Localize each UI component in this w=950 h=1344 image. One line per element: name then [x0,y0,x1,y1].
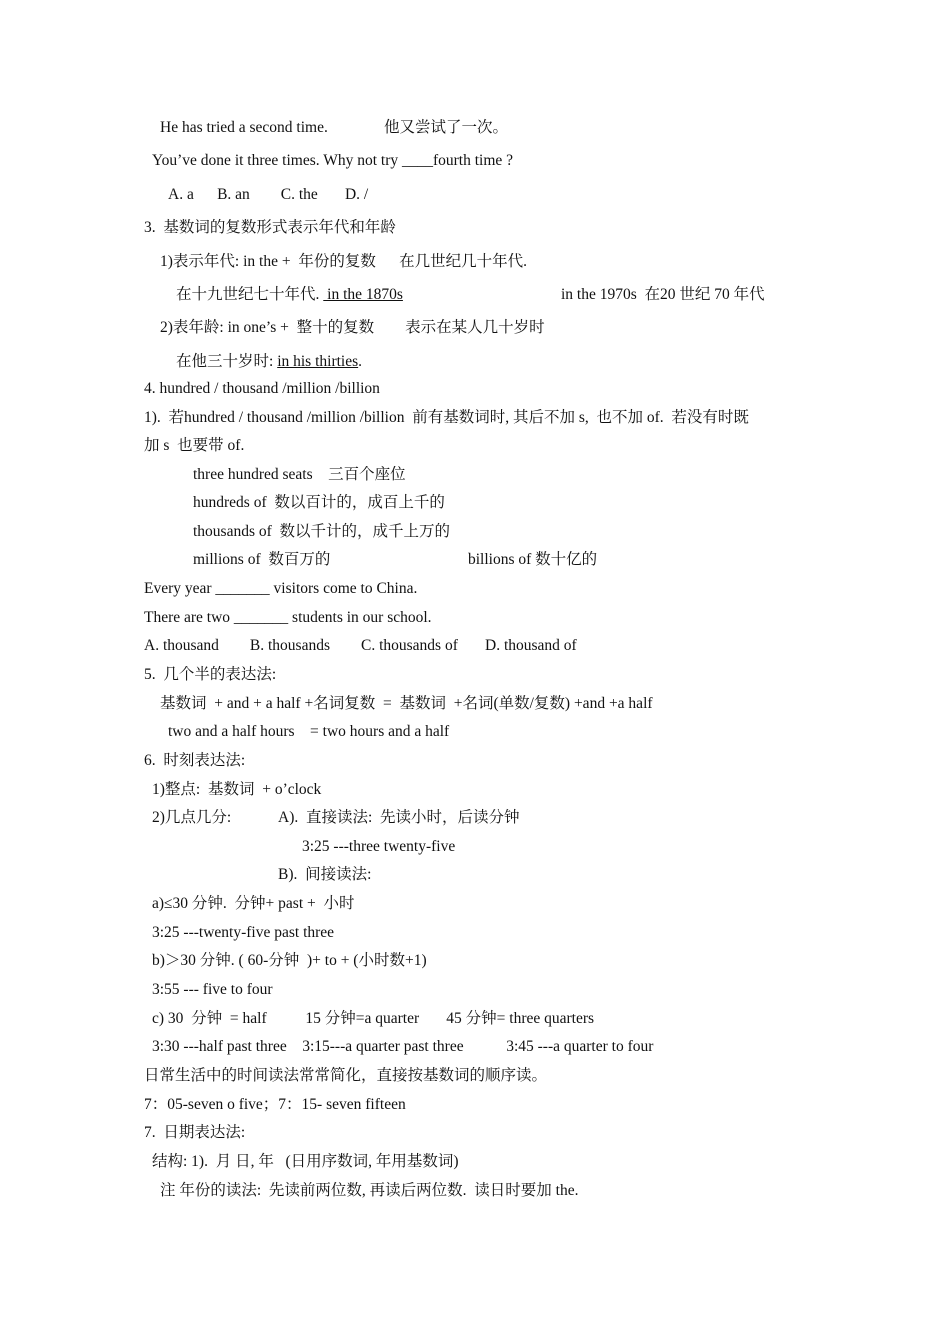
rule-half: 基数词 + and + a half +名词复数 = 基数词 +名词(单数/复数) +and +a half [160,695,653,712]
example-decades-line [176,285,403,305]
example-ages-period: . [358,353,363,370]
example-millions-of: millions of 数百万的 [193,551,331,568]
note-year-reading: 注 年份的读法: 先读前两位数, 再读后两位数. 读日时要加 the. [160,1182,579,1199]
rule-indirect-reading: B). 间接读法: [278,866,372,883]
exercise-students: There are two _______ students in our school. [144,609,432,626]
rule-to: b)＞30 分钟. ( 60-分钟 )+ to + (小时数+1) [152,952,427,969]
example-translation: 他又尝试了一次。 [384,119,509,136]
example-billions-of: billions of 数十亿的 [468,551,598,568]
rule-date-structure: 结构: 1). 月 日, 年 (日用序数词, 年用基数词) [152,1153,459,1170]
example-to: 3:55 --- five to four [152,981,273,998]
section-heading-5: 5. 几个半的表达法: [144,666,277,683]
example-past: 3:25 ---twenty-five past three [152,924,335,941]
example-hundred-seats: three hundred seats 三百个座位 [193,466,406,483]
example-half-quarter: 3:30 ---half past three 3:15---a quarter past three 3:45 ---a quarter to four [152,1038,654,1055]
section-heading-7: 7. 日期表达法: [144,1124,246,1141]
section-heading-4: 4. hundred / thousand /million /billion [144,380,380,397]
exercise-thousand-options: A. thousand B. thousands C. thousands of D. thousand of [144,637,577,654]
exercise-question: You’ve done it three times. Why not try ____fourth time ? [152,152,514,169]
example-decades-2: in the 1970s 在20 世纪 70 年代 [561,286,765,303]
example-ages-zh: 在他三十岁时: [176,353,278,370]
example-simplified: 7：05-seven o five；7：15- seven fifteen [144,1096,406,1113]
rule-direct-reading: A). 直接读法: 先读小时，后读分钟 [278,809,520,826]
section-heading-3: 3. 基数词的复数形式表示年代和年龄 [144,219,396,236]
rule-half-quarter: c) 30 分钟 = half 15 分钟=a quarter 45 分钟= three quarters [152,1010,595,1027]
rule-ages: 2)表年龄: in one’s + 整十的复数 表示在某人几十岁时 [160,319,545,336]
rule-past: a)≤30 分钟. 分钟+ past + 小时 [152,895,355,912]
exercise-visitors: Every year _______ visitors come to China. [144,580,418,597]
rule-minutes-label: 2)几点几分: [152,809,232,826]
rule-oclock: 1)整点: 基数词 + o’clock [152,781,322,798]
section-heading-6: 6. 时刻表达法: [144,752,246,769]
rule-hundred-cont: 加 s 也要带 of. [144,437,245,454]
example-ages-answer: in his thirties [277,353,359,370]
rule-hundred: 1). 若hundred / thousand /million /billion 前有基数词时, 其后不加 s, 也不加 of. 若没有时既 [144,409,749,426]
example-half: two and a half hours = two hours and a half [168,723,450,740]
note-simplified: 日常生活中的时间读法常常简化，直接按基数词的顺序读。 [144,1067,548,1084]
example-sentence: He has tried a second time. [160,119,328,136]
example-decades-answer: in the 1870s [323,286,403,303]
example-decades-zh: 在十九世纪七十年代. [176,286,324,303]
example-ages-line [176,352,362,372]
exercise-options: A. a B. an C. the D. / [168,186,369,203]
rule-decades: 1)表示年代: in the + 年份的复数 在几世纪几十年代. [160,253,527,270]
example-thousands-of: thousands of 数以千计的，成千上万的 [193,523,451,540]
example-direct-reading: 3:25 ---three twenty-five [302,838,456,855]
example-hundreds-of: hundreds of 数以百计的，成百上千的 [193,494,445,511]
